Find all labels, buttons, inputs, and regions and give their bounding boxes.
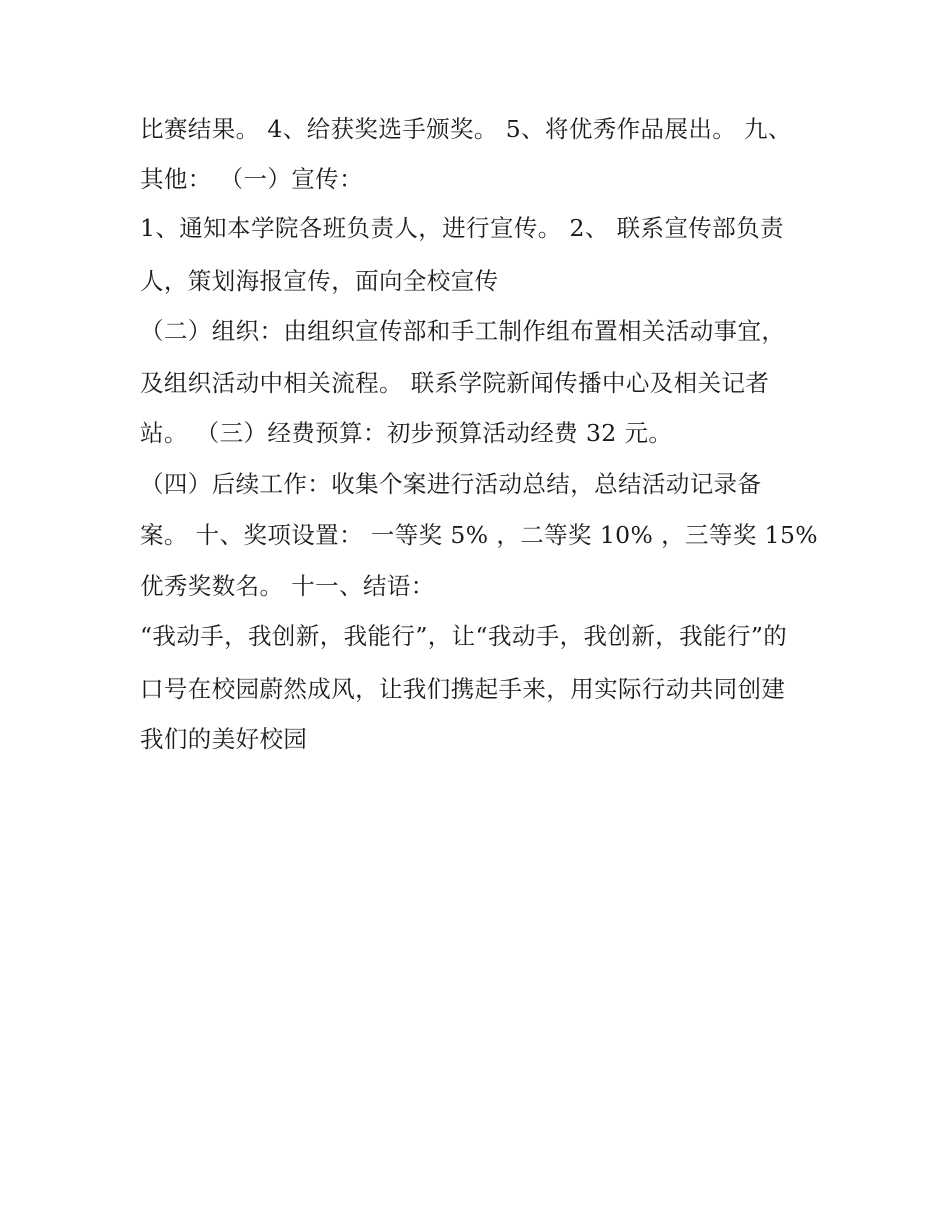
body-text-line: 人，策划海报宣传，面向全校宣传	[140, 267, 499, 295]
body-text-line: 站。 （三）经费预算：初步预算活动经费 32 元。	[140, 419, 673, 447]
body-text-line: 优秀奖数名。 十一、结语：	[140, 572, 435, 600]
body-text-line: 1、通知本学院各班负责人，进行宣传。 2、 联系宣传部负责	[140, 214, 784, 242]
body-text-line: 比赛结果。 4、给获奖选手颁奖。 5、将优秀作品展出。 九、	[140, 115, 792, 143]
body-text-line: （二）组织：由组织宣传部和手工制作组布置相关活动事宜，	[140, 317, 786, 345]
body-text-line: 我们的美好校园	[140, 725, 308, 753]
body-text-line: 口号在校园蔚然成风，让我们携起手来，用实际行动共同创建	[140, 675, 786, 703]
body-text-line: （四）后续工作：收集个案进行活动总结，总结活动记录备	[140, 470, 762, 498]
body-text-line: 案。 十、奖项设置： 一等奖 5% ，二等奖 10% ，三等奖 15%	[140, 521, 819, 549]
body-text-line: 及组织活动中相关流程。 联系学院新闻传播中心及相关记者	[140, 369, 770, 397]
body-text-line: “我动手，我创新，我能行”，让“我动手，我创新，我能行”的	[140, 622, 788, 650]
body-text-line: 其他： （一）宣传：	[140, 165, 363, 193]
